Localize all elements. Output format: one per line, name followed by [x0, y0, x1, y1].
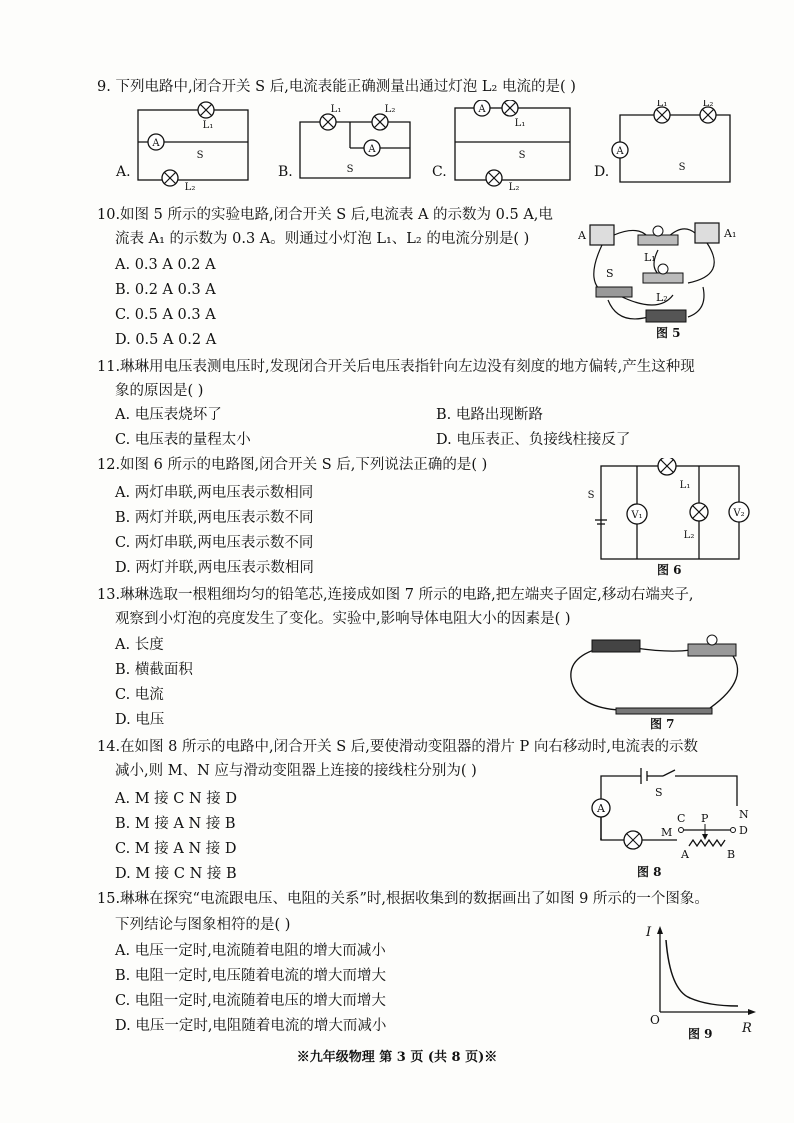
- svg-text:L₁: L₁: [202, 120, 214, 131]
- q14-option-b[interactable]: B. M 接 A N 接 B: [115, 816, 236, 832]
- page-footer: ※九年级物理 第 3 页 (共 8 页)※: [296, 1050, 498, 1065]
- svg-text:L₁: L₁: [656, 100, 668, 109]
- q11-option-c[interactable]: C. 电压表的量程太小: [115, 432, 251, 448]
- svg-text:L₂: L₂: [184, 182, 196, 193]
- q13-stem-1: 13.琳琳选取一根粗细均匀的铅笔芯,连接成如图 7 所示的电路,把左端夹子固定,移动右端夹子,: [97, 587, 694, 603]
- q14-stem-1: 14.在如图 8 所示的电路中,闭合开关 S 后,要使滑动变阻器的滑片 P 向右移动时,电流表的示数: [97, 739, 698, 755]
- figure-5: [578, 215, 753, 345]
- svg-text:L₂: L₂: [656, 291, 668, 304]
- q14-option-d[interactable]: D. M 接 C N 接 B: [115, 866, 237, 882]
- svg-text:L₂: L₂: [683, 530, 695, 541]
- svg-text:V₂: V₂: [733, 508, 745, 519]
- svg-text:R: R: [742, 1021, 752, 1036]
- svg-text:S: S: [518, 150, 526, 161]
- svg-text:S: S: [655, 786, 663, 799]
- q13-option-c[interactable]: C. 电流: [115, 687, 164, 703]
- svg-text:D.: D.: [594, 164, 610, 180]
- q11-option-b[interactable]: B. 电路出现断路: [436, 407, 543, 423]
- svg-text:C.: C.: [432, 164, 447, 180]
- svg-text:I: I: [646, 925, 652, 940]
- svg-text:M: M: [661, 826, 673, 839]
- q14-option-c[interactable]: C. M 接 A N 接 D: [115, 841, 237, 857]
- svg-text:O: O: [650, 1013, 660, 1027]
- svg-text:D: D: [739, 824, 748, 837]
- svg-text:A: A: [681, 848, 689, 861]
- svg-text:S: S: [346, 164, 354, 175]
- q15-option-c[interactable]: C. 电阻一定时,电流随着电压的增大而增大: [115, 993, 386, 1009]
- q15-stem-1: 15.琳琳在探究“电流跟电压、电阻的关系”时,根据收集到的数据画出了如图 9 所示的一个图象。: [97, 891, 709, 907]
- svg-text:S: S: [196, 150, 204, 161]
- q11-option-a[interactable]: A. 电压表烧坏了: [115, 407, 222, 423]
- figure-9: [638, 920, 758, 1044]
- q15-option-a[interactable]: A. 电压一定时,电流随着电阻的增大而减小: [115, 943, 386, 959]
- svg-text:L₁: L₁: [679, 480, 691, 491]
- q10-stem-2: 流表 A₁ 的示数为 0.3 A。则通过小灯泡 L₁、L₂ 的电流分别是( ): [115, 231, 530, 247]
- q11-option-d[interactable]: D. 电压表正、负接线柱接反了: [436, 432, 631, 448]
- svg-text:A: A: [616, 146, 624, 157]
- svg-text:B: B: [727, 848, 736, 861]
- q11-stem-1: 11.琳琳用电压表测电压时,发现闭合开关后电压表指针向左边没有刻度的地方偏转,产生这种现: [97, 359, 695, 375]
- svg-text:图 9: 图 9: [688, 1027, 713, 1041]
- svg-text:S: S: [587, 490, 595, 501]
- q10-option-a[interactable]: A. 0.3 A 0.2 A: [115, 257, 216, 273]
- q13-option-b[interactable]: B. 横截面积: [115, 662, 193, 678]
- q12-option-b[interactable]: B. 两灯并联,两电压表示数不同: [115, 510, 314, 526]
- svg-text:A: A: [368, 144, 376, 155]
- svg-text:V₁: V₁: [631, 510, 643, 521]
- svg-text:A.: A.: [116, 164, 131, 180]
- q13-option-d[interactable]: D. 电压: [115, 712, 165, 728]
- svg-text:A: A: [597, 802, 605, 815]
- q12-option-a[interactable]: A. 两灯串联,两电压表示数相同: [115, 485, 314, 501]
- q12-option-d[interactable]: D. 两灯并联,两电压表示数相同: [115, 560, 314, 576]
- q15-option-b[interactable]: B. 电阻一定时,电压随着电流的增大而增大: [115, 968, 386, 984]
- q10-stem-1: 10.如图 5 所示的实验电路,闭合开关 S 后,电流表 A 的示数为 0.5 A,电: [97, 207, 553, 223]
- svg-text:B.: B.: [278, 164, 293, 180]
- q10-option-c[interactable]: C. 0.5 A 0.3 A: [115, 307, 216, 323]
- q11-stem-2: 象的原因是( ): [115, 383, 204, 399]
- q12-stem: 12.如图 6 所示的电路图,闭合开关 S 后,下列说法正确的是( ): [97, 457, 488, 473]
- svg-text:L₂: L₂: [384, 104, 396, 115]
- q10-option-d[interactable]: D. 0.5 A 0.2 A: [115, 332, 217, 348]
- svg-text:L₁: L₁: [514, 118, 526, 129]
- q14-option-a[interactable]: A. M 接 C N 接 D: [115, 791, 237, 807]
- q13-stem-2: 观察到小灯泡的亮度发生了变化。实验中,影响导体电阻大小的因素是( ): [115, 611, 571, 627]
- q15-option-d[interactable]: D. 电压一定时,电阻随着电流的增大而减小: [115, 1018, 387, 1034]
- svg-text:图 7: 图 7: [650, 717, 675, 731]
- svg-text:图 8: 图 8: [637, 865, 662, 879]
- svg-text:N: N: [739, 808, 749, 821]
- svg-text:A: A: [478, 104, 486, 115]
- svg-text:L₁: L₁: [330, 104, 342, 115]
- svg-text:P: P: [701, 812, 709, 825]
- q12-option-c[interactable]: C. 两灯串联,两电压表示数不同: [115, 535, 314, 551]
- svg-text:图 5: 图 5: [656, 326, 681, 340]
- q9-circuits: [110, 100, 750, 195]
- svg-text:S: S: [678, 162, 686, 173]
- figure-6: [585, 458, 750, 576]
- svg-text:A: A: [152, 138, 160, 149]
- svg-text:L₂: L₂: [508, 182, 520, 193]
- svg-text:图 6: 图 6: [657, 563, 682, 576]
- figure-7: [560, 628, 755, 732]
- q15-stem-2: 下列结论与图象相符的是( ): [115, 917, 291, 933]
- svg-text:S: S: [606, 267, 614, 280]
- q13-option-a[interactable]: A. 长度: [115, 637, 164, 653]
- figure-8: [585, 768, 757, 880]
- q14-stem-2: 减小,则 M、N 应与滑动变阻器上连接的接线柱分别为( ): [115, 763, 477, 779]
- svg-text:L₂: L₂: [702, 100, 714, 109]
- svg-text:A₁: A₁: [724, 227, 737, 240]
- q9-stem: 9. 下列电路中,闭合开关 S 后,电流表能正确测量出通过灯泡 L₂ 电流的是( ): [97, 79, 576, 95]
- svg-text:L₁: L₁: [644, 251, 656, 264]
- q10-option-b[interactable]: B. 0.2 A 0.3 A: [115, 282, 216, 298]
- svg-text:A: A: [578, 229, 586, 242]
- svg-text:C: C: [677, 812, 686, 825]
